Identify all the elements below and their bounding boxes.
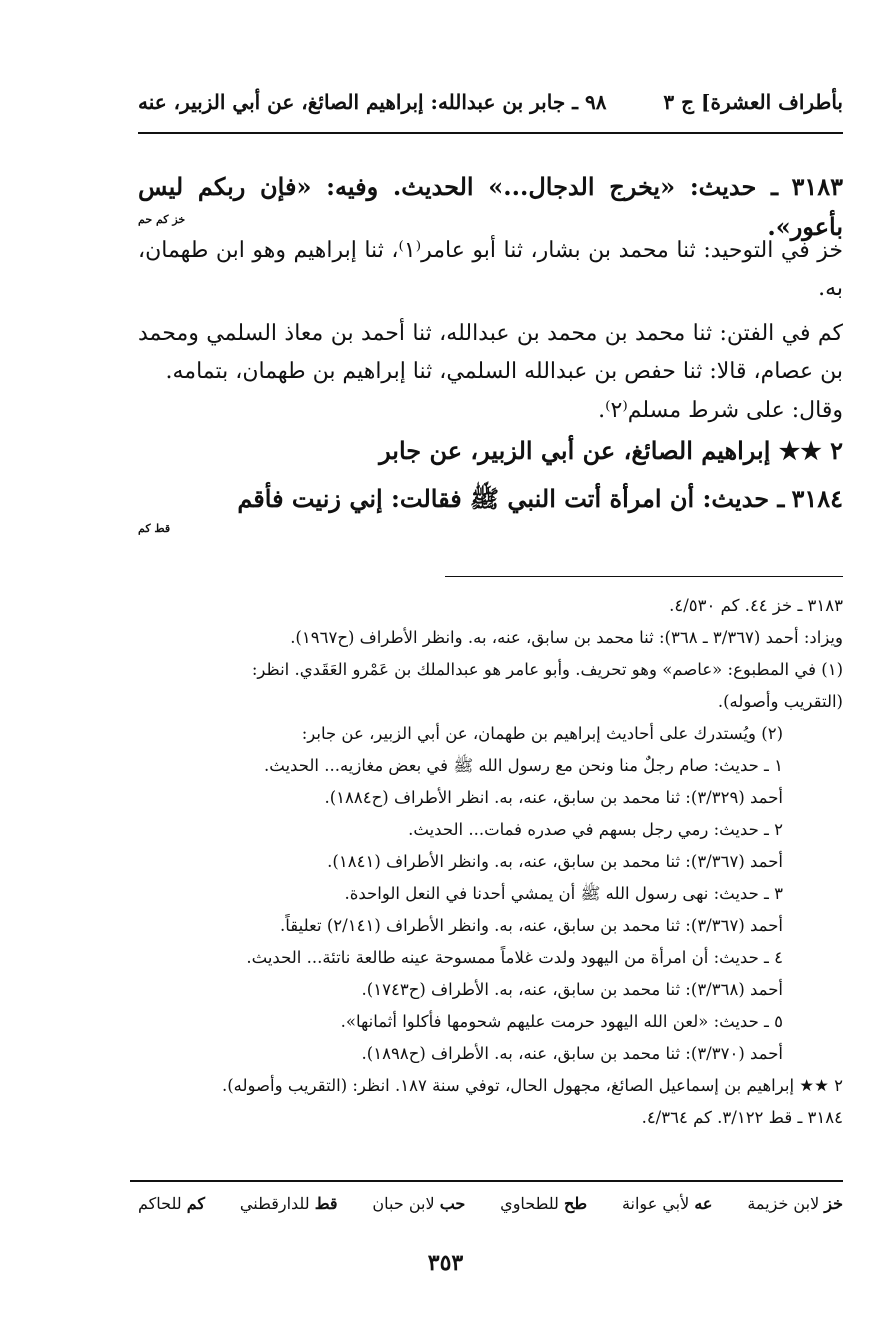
chain-heading-text: ٢ ★★ إبراهيم الصائغ، عن أبي الزبير، عن جابر	[379, 436, 843, 465]
footnote-line: ١ ـ حديث: صام رجلٌ منا ونحن مع رسول الله ﷺ في بعض مغازيه... الحديث.	[264, 756, 783, 775]
running-header-right: بأطراف العشرة] ج ٣	[663, 90, 843, 114]
footnote-rule	[445, 576, 843, 577]
wa-qal-line	[138, 392, 843, 430]
hadith-3183-sigla: خز كم حم	[138, 213, 186, 226]
abbreviation-name: لابن حبان	[372, 1194, 435, 1213]
footnote-line: ٣١٨٣ ـ خز ٤٤. كم ٤/٥٣٠.	[669, 596, 843, 615]
footnotes	[138, 590, 843, 1134]
footnote-line: ويزاد: أحمد (٣/٣٦٧ ـ ٣٦٨): ثنا محمد بن سابق، عنه، به. وانظر الأطراف (ح١٩٦٧).	[290, 628, 843, 647]
abbreviation-item	[500, 1194, 587, 1213]
abbreviation-name: للدارقطني	[239, 1194, 310, 1213]
footnote-line: أحمد (٣/٣٢٩): ثنا محمد بن سابق، عنه، به. انظر الأطراف (ح١٨٨٤).	[324, 788, 783, 807]
footnote-line: (١) في المطبوع: «عاصم» وهو تحريف. وأبو عامر هو عبدالملك بن عَمْرو العَقَدي. انظر:	[251, 660, 843, 679]
abbreviation-item	[747, 1194, 843, 1213]
footnote-line: ٣ ـ حديث: نهى رسول الله ﷺ أن يمشي أحدنا في النعل الواحدة.	[344, 884, 783, 903]
header-rule	[138, 132, 843, 134]
footnote-line: ٢ ـ حديث: رمي رجل بسهم في صدره فمات... الحديث.	[408, 820, 783, 839]
km-text: كم في الفتن: ثنا محمد بن محمد بن عبدالله، ثنا أحمد بن معاذ السلمي ومحمد بن عصام، قالا: ثنا حفص بن عبدالله السلمي، ثنا إبراهيم بن طهمان، بتمامه.	[138, 321, 843, 384]
abbreviation-name: للحاكم	[138, 1194, 182, 1213]
footnote-line: أحمد (٣/٣٦٧): ثنا محمد بن سابق، عنه، به. وانظر الأطراف (١٨٤١).	[327, 852, 783, 871]
footnote-line: أحمد (٣/٣٧٠): ثنا محمد بن سابق، عنه، به. الأطراف (ح١٨٩٨).	[361, 1044, 783, 1063]
hadith-number: ٣١٨٣	[791, 172, 843, 201]
footnote-line: ٥ ـ حديث: «لعن الله اليهود حرمت عليهم شحومها فأكلوا أثمانها».	[340, 1012, 783, 1031]
abbreviation-code: طح	[564, 1194, 588, 1213]
wa-qal-text: وقال: على شرط مسلم⁽٢⁾.	[598, 398, 843, 423]
hadith-number: ٣١٨٤	[791, 484, 843, 513]
footnote-line: (التقريب وأصوله).	[717, 692, 843, 711]
hadith-3184	[138, 480, 843, 520]
page-number: ٣٥٣	[427, 1250, 464, 1276]
footnote-line: أحمد (٣/٣٦٧): ثنا محمد بن سابق، عنه، به. وانظر الأطراف (٢/١٤١) تعليقاً.	[280, 916, 783, 935]
abbreviation-code: كم	[186, 1194, 206, 1213]
abbreviation-item	[240, 1194, 338, 1213]
hadith-3184-sigla: قط كم	[138, 522, 171, 535]
footnote-line: ٤ ـ حديث: أن امرأة من اليهود ولدت غلاماً ممسوحة عينه طالعة ناتئة... الحديث.	[246, 948, 783, 967]
abbreviation-code: عه	[694, 1194, 713, 1213]
running-header-left: ٩٨ ـ جابر بن عبدالله: إبراهيم الصائغ، عن أبي الزبير، عنه	[138, 90, 607, 114]
footnote-line: أحمد (٣/٣٦٨): ثنا محمد بن سابق، عنه، به. الأطراف (ح١٧٤٣).	[361, 980, 783, 999]
footnote-line: ٢ ★★ إبراهيم بن إسماعيل الصائغ، مجهول الحال، توفي سنة ١٨٧. انظر: (التقريب وأصوله).	[221, 1076, 843, 1095]
footer-rule	[130, 1180, 843, 1182]
abbreviation-code: حب	[439, 1194, 466, 1213]
abbreviation-item	[622, 1194, 713, 1213]
abbreviation-name: للطحاوي	[500, 1194, 559, 1213]
abbreviation-name: لابن خزيمة	[747, 1194, 820, 1213]
khz-paragraph	[138, 232, 843, 308]
km-paragraph	[138, 315, 843, 391]
footnote-line: (٢) ويُستدرك على أحاديث إبراهيم بن طهمان، عن أبي الزبير، عن جابر:	[301, 724, 783, 743]
abbreviation-code: قط	[314, 1194, 338, 1213]
footnote-line: ٣١٨٤ ـ قط ٣/١٢٢. كم ٤/٣٦٤.	[641, 1108, 843, 1127]
abbreviation-item	[372, 1194, 465, 1213]
hadith-text: ـ حديث: أن امرأة أتت النبي ﷺ فقالت: إني زنيت فأقم	[237, 484, 785, 513]
abbreviation-item	[138, 1194, 205, 1213]
abbreviation-code: خز	[824, 1194, 843, 1213]
abbreviation-name: لأبي عوانة	[621, 1194, 690, 1213]
abbreviations-key	[138, 1194, 843, 1213]
chain-heading	[138, 432, 843, 472]
khz-text: خز في التوحيد: ثنا محمد بن بشار، ثنا أبو عامر⁽١⁾، ثنا إبراهيم وهو ابن طهمان، به.	[138, 238, 843, 301]
hadith-text: ـ حديث: «يخرج الدجال...» الحديث. وفيه: «فإن ربكم ليس بأعور».	[138, 172, 843, 241]
